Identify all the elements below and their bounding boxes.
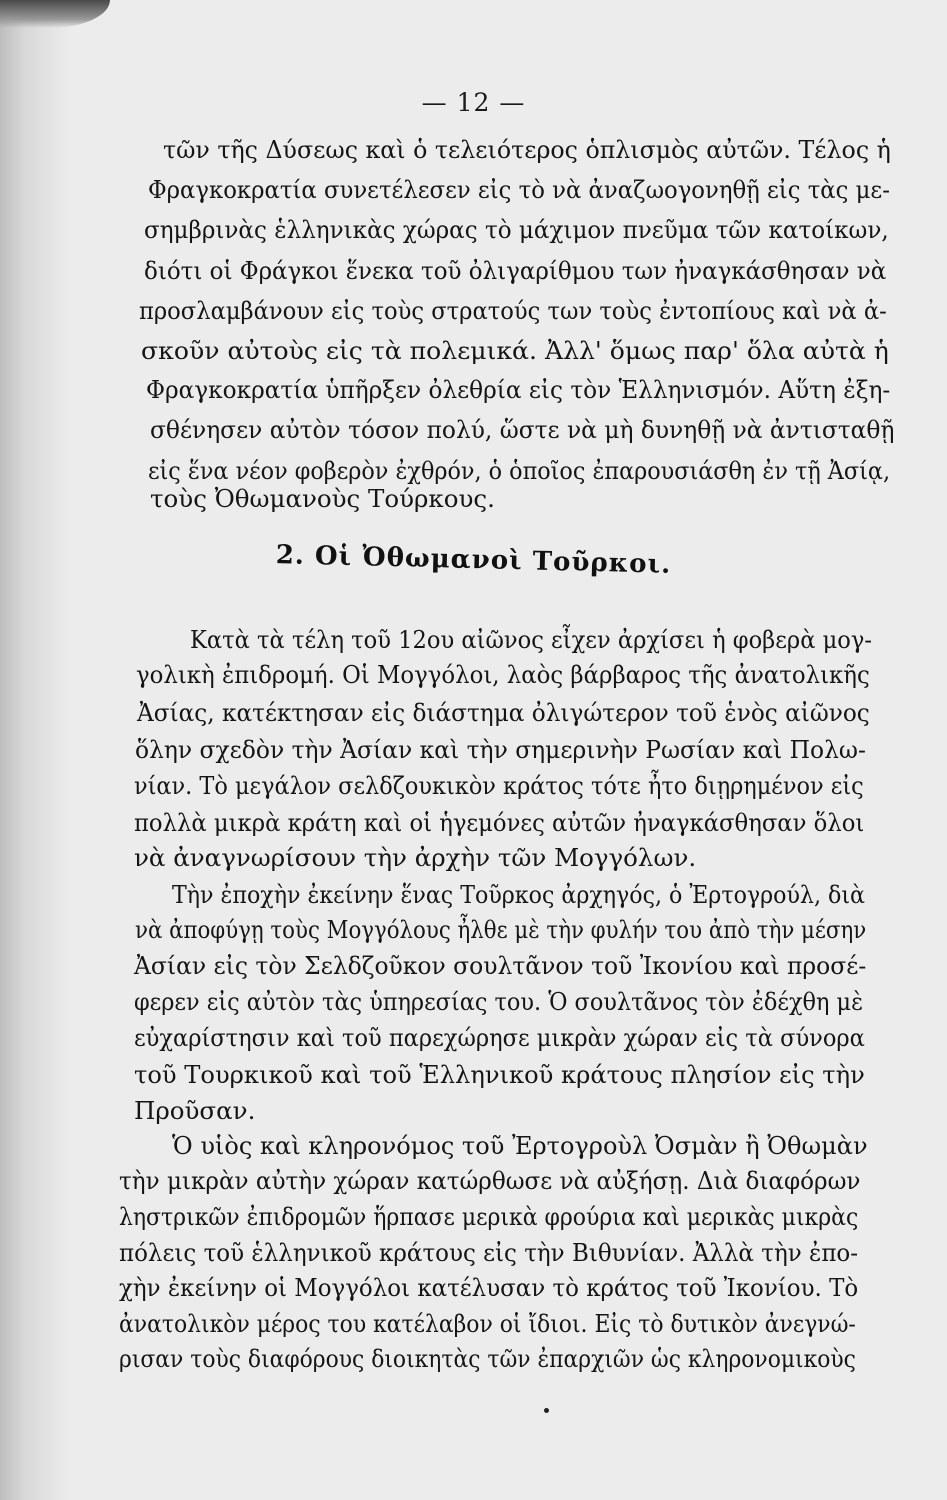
- body-line: Τὴν ἐποχὴν ἐκείνην ἕνας Τοῦρκος ἀρχηγός, ὁ Ἐρτογρούλ, διὰ: [172, 880, 865, 909]
- body-line: Ἀσίας, κατέκτησαν εἰς διάστημα ὀλιγώτερον τοῦ ἑνὸς αἰῶνος: [137, 698, 870, 727]
- body-line: πολλὰ μικρὰ κράτη καὶ οἱ ἡγεμόνες αὐτῶν ἠναγκάσθησαν ὅλοι: [134, 808, 865, 837]
- page-fold-shadow: [0, 0, 70, 1500]
- body-line: τῶν τῆς Δύσεως καὶ ὁ τελειότερος ὁπλισμὸς αὐτῶν. Τέλος ἡ: [163, 135, 891, 164]
- body-line: ὅλην σχεδὸν τὴν Ἀσίαν καὶ τὴν σημερινὴν Ρωσίαν καὶ Πολω-: [135, 735, 866, 764]
- page-number: — 12 —: [421, 88, 526, 117]
- body-line: Φραγκοκρατία συνετέλεσεν εἰς τὸ νὰ ἀναζωογονηθῇ εἰς τὰς με-: [148, 175, 890, 204]
- body-line: τοὺς Ὀθωμανοὺς Τούρκους.: [150, 484, 495, 513]
- body-line: προσλαμβάνουν εἰς τοὺς στρατούς των τοὺς ἐντοπίους καὶ νὰ ἀ-: [139, 296, 887, 325]
- body-line: νὰ ἀναγνωρίσουν τὴν ἀρχὴν τῶν Μογγόλων.: [134, 843, 697, 872]
- body-line: διότι οἱ Φράγκοι ἕνεκα τοῦ ὀλιγαρίθμου των ἠναγκάσθησαν νὰ: [144, 256, 887, 285]
- body-line: ρισαν τοὺς διαφόρους διοικητὰς τῶν ἐπαρχιῶν ὡς κληρονομικοὺς: [119, 1344, 856, 1373]
- body-line: Ὁ υἱὸς καὶ κληρονόμος τοῦ Ἐρτογροὺλ Ὀσμὰν ἢ Ὀθωμὰν: [172, 1131, 868, 1160]
- body-line: χὴν ἐκείνην οἱ Μογγόλοι κατέλυσαν τὸ κράτος τοῦ Ἰκονίου. Τὸ: [119, 1273, 859, 1302]
- body-line: Κατὰ τὰ τέλη τοῦ 12ου αἰῶνος εἶχεν ἀρχίσει ἡ φοβερὰ μογ-: [190, 625, 873, 654]
- body-line: νὰ ἀποφύγῃ τοὺς Μογγόλους ἦλθε μὲ τὴν φυλήν του ἀπὸ τὴν μέσην: [135, 915, 867, 944]
- body-line: Φραγκοκρατία ὑπῆρξεν ὀλεθρία εἰς τὸν Ἑλληνισμόν. Αὕτη ἐξη-: [146, 375, 891, 404]
- scanner-edge: [0, 0, 110, 28]
- body-line: εἰς ἕνα νέον φοβερὸν ἐχθρόν, ὁ ὁποῖος ἐπαρουσιάσθη ἐν τῇ Ἀσίᾳ,: [148, 456, 891, 485]
- body-line: σθένησεν αὐτὸν τόσον πολύ, ὥστε νὰ μὴ δυνηθῇ νὰ ἀντισταθῇ: [150, 415, 895, 444]
- body-line: φερεν εἰς αὐτὸν τὰς ὑπηρεσίας του. Ὁ σουλτᾶνος τὸν ἐδέχθη μὲ: [134, 987, 864, 1016]
- body-line: γολικὴ ἐπιδρομή. Οἱ Μογγόλοι, λαὸς βάρβαρος τῆς ἀνατολικῆς: [136, 660, 870, 689]
- body-line: τοῦ Τουρκικοῦ καὶ τοῦ Ἑλληνικοῦ κράτους πλησίον εἰς τὴν: [134, 1060, 865, 1089]
- body-line: Ἀσίαν εἰς τὸν Σελδζοῦκον σουλτᾶνον τοῦ Ἰκονίου καὶ προσέ-: [134, 951, 867, 980]
- body-line: τὴν μικρὰν αὐτὴν χώραν κατώρθωσε νὰ αὐξήσῃ. Διὰ διαφόρων: [119, 1166, 861, 1195]
- body-line: ἀνατολικὸν μέρος του κατέλαβον οἱ ἴδιοι. Εἰς τὸ δυτικὸν ἀνεγνώ-: [119, 1309, 856, 1338]
- body-line: πόλεις τοῦ ἑλληνικοῦ κράτους εἰς τὴν Βιθυνίαν. Ἀλλὰ τὴν ἐπο-: [119, 1238, 859, 1267]
- body-line: νίαν. Τὸ μεγάλον σελδζουκικὸν κράτος τότε ἦτο διῃρημένον εἰς: [134, 771, 864, 800]
- ink-speck: [544, 1408, 549, 1413]
- body-line: Προῦσαν.: [134, 1096, 256, 1125]
- body-line: εὐχαρίστησιν καὶ τοῦ παρεχώρησε μικρὰν χώραν εἰς τὰ σύνορα: [134, 1023, 865, 1052]
- section-heading: 2. Οἱ Ὀθωμανοὶ Τοῦρκοι.: [275, 540, 672, 580]
- body-line: ληστρικῶν ἐπιδρομῶν ἥρπασε μερικὰ φρούρια καὶ μερικὰς μικρὰς: [119, 1202, 859, 1231]
- body-line: σκοῦν αὐτοὺς εἰς τὰ πολεμικά. Ἀλλ' ὅμως παρ' ὅλα αὐτὰ ἡ: [141, 336, 889, 365]
- body-line: σημβρινὰς ἑλληνικὰς χώρας τὸ μάχιμον πνεῦμα τῶν κατοίκων,: [144, 215, 889, 244]
